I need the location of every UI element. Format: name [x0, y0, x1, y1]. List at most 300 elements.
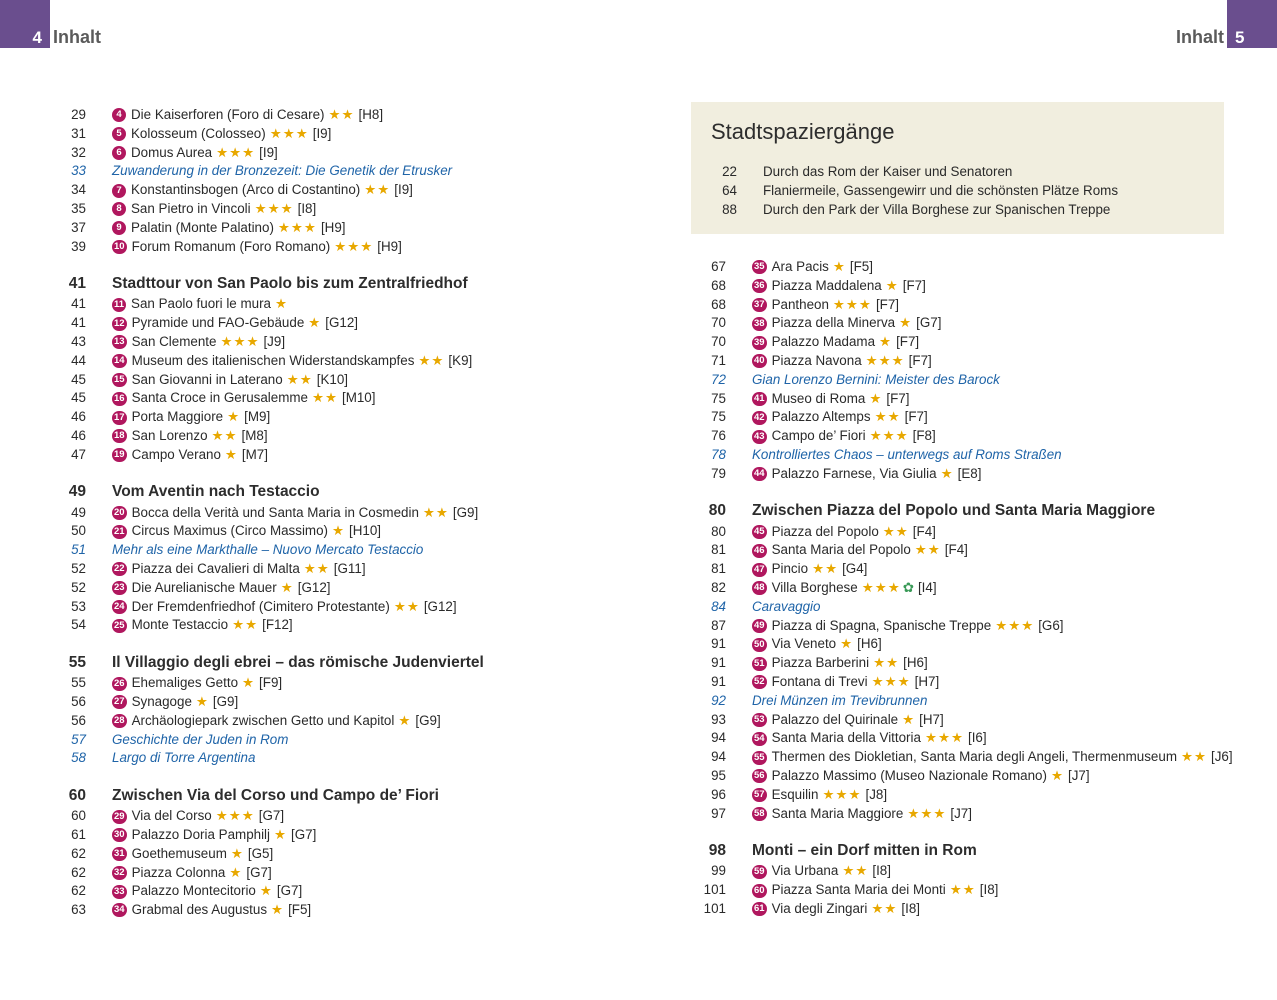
- rating-stars: ★★★: [865, 352, 905, 368]
- page-number: 22: [722, 164, 737, 180]
- rating-stars: ★★: [422, 504, 449, 520]
- page-number: 78: [711, 446, 726, 462]
- rating-stars: ★★★: [334, 238, 374, 254]
- map-grid-reference: [F7]: [896, 334, 920, 350]
- rating-stars: ★: [885, 277, 899, 293]
- entry-content: [752, 277, 926, 296]
- rating-stars: ★★: [303, 560, 330, 576]
- map-grid-reference: [K9]: [448, 352, 473, 368]
- page-number: 33: [71, 163, 86, 179]
- toc-entry[interactable]: [40, 295, 600, 314]
- entry-title: Synagoge: [131, 693, 192, 709]
- entry-content: [112, 845, 273, 864]
- entry-title: Kolosseum (Colosseo): [131, 125, 266, 141]
- entry-content: [112, 579, 331, 598]
- rating-stars: ★★: [874, 409, 901, 425]
- city-walk-item[interactable]: [691, 182, 1211, 201]
- right-toc-column: [680, 258, 1240, 919]
- entry-content: [752, 598, 820, 617]
- page-number: 50: [71, 523, 86, 539]
- left-page-number-tab: [0, 0, 50, 48]
- entry-title: Palazzo Madama: [771, 334, 876, 350]
- toc-entry[interactable]: [40, 598, 600, 617]
- entry-title: Santa Croce in Gerusalemme: [131, 390, 308, 406]
- section-heading[interactable]: [40, 273, 600, 295]
- toc-entry[interactable]: [40, 901, 600, 920]
- entry-content: [752, 314, 941, 333]
- map-grid-reference: [H10]: [349, 523, 382, 539]
- map-grid-reference: [F5]: [849, 259, 873, 274]
- toc-entry[interactable]: [40, 616, 600, 635]
- entry-title: Die Aurelianische Mauer: [131, 579, 277, 595]
- sight-number-badge: 27: [114, 696, 125, 708]
- toc-entry[interactable]: [680, 711, 1240, 730]
- rating-stars: ★★★: [871, 673, 911, 689]
- sight-number-badge: 55: [754, 751, 765, 763]
- page-number: 63: [71, 902, 86, 918]
- feature-article-entry[interactable]: [40, 541, 600, 560]
- sight-number-badge: 61: [754, 903, 765, 915]
- map-grid-reference: [H7]: [914, 673, 940, 689]
- entry-content: [752, 333, 919, 352]
- entry-content: [752, 579, 937, 598]
- feature-article-entry[interactable]: [40, 749, 600, 768]
- map-grid-reference: [G9]: [452, 504, 479, 520]
- toc-entry[interactable]: [680, 881, 1240, 900]
- entry-content: [112, 106, 383, 125]
- toc-entry[interactable]: [40, 314, 600, 333]
- sight-number-badge: 32: [114, 866, 125, 878]
- sight-number-badge: 17: [114, 411, 125, 423]
- entry-content: [112, 731, 288, 750]
- page-number: 41: [71, 296, 86, 312]
- rating-stars: ★: [332, 523, 346, 539]
- page-number: 82: [711, 579, 726, 595]
- toc-entry[interactable]: [680, 296, 1240, 315]
- entry-content: [112, 749, 255, 768]
- entry-content: [112, 275, 468, 294]
- entry-title: Kontrolliertes Chaos – unterwegs auf Roms Straßen: [752, 446, 1062, 462]
- rating-stars: ★★: [812, 561, 839, 577]
- sight-number-badge: 43: [754, 430, 765, 442]
- sight-number-badge: 59: [754, 865, 765, 877]
- toc-entry[interactable]: [40, 504, 600, 523]
- page-number: 91: [711, 655, 726, 671]
- entry-content: [752, 523, 936, 542]
- rating-stars: ★★: [364, 182, 391, 198]
- entry-content: [752, 502, 1155, 521]
- entry-title: Palatin (Monte Palatino): [131, 219, 274, 235]
- toc-entry[interactable]: [680, 786, 1240, 805]
- toc-entry[interactable]: [40, 219, 600, 238]
- toc-entry[interactable]: [680, 541, 1240, 560]
- map-grid-reference: [F7]: [875, 296, 900, 312]
- sight-number-badge: 30: [114, 829, 125, 841]
- toc-entry[interactable]: [680, 390, 1240, 409]
- toc-entry[interactable]: [40, 864, 600, 883]
- entry-content: [112, 483, 320, 502]
- map-grid-reference: [F5]: [288, 902, 312, 918]
- rating-stars: ★: [840, 636, 854, 652]
- page-number: 58: [71, 750, 86, 766]
- rating-stars: ★: [271, 902, 285, 918]
- entry-content: [112, 219, 346, 238]
- toc-entry[interactable]: [40, 845, 600, 864]
- toc-entry[interactable]: [680, 465, 1240, 484]
- sight-number-badge: 18: [114, 430, 125, 442]
- toc-entry[interactable]: [40, 144, 600, 163]
- toc-entry[interactable]: [40, 352, 600, 371]
- rating-stars: ★★★: [832, 296, 872, 312]
- rating-stars: ★★: [882, 523, 909, 539]
- toc-entry[interactable]: [680, 635, 1240, 654]
- entry-content: [112, 162, 452, 181]
- page-number: 54: [71, 617, 86, 633]
- feature-article-entry[interactable]: [40, 162, 600, 181]
- toc-entry[interactable]: [40, 882, 600, 901]
- sight-number-badge: 33: [114, 885, 125, 897]
- page-number: 31: [71, 125, 86, 141]
- sight-number-badge: 28: [114, 715, 125, 727]
- map-grid-reference: [F12]: [262, 617, 293, 633]
- toc-entry[interactable]: [680, 673, 1240, 692]
- entry-title: Campo Verano: [131, 446, 221, 462]
- map-grid-reference: [F7]: [886, 390, 910, 406]
- entry-content: [112, 541, 423, 560]
- rating-stars: ★★★: [269, 125, 309, 141]
- entry-content: [752, 729, 987, 748]
- entry-title: Pincio: [771, 561, 809, 577]
- section-heading[interactable]: [40, 482, 600, 504]
- page-number: 37: [71, 219, 86, 235]
- rating-stars: ★★★: [995, 617, 1035, 633]
- page-number: 81: [711, 542, 726, 558]
- toc-entry[interactable]: [40, 125, 600, 144]
- entry-title: San Giovanni in Laterano: [131, 371, 283, 387]
- map-grid-reference: [F9]: [259, 675, 283, 691]
- entry-title: Circus Maximus (Circo Massimo): [131, 523, 328, 539]
- page-number: 101: [703, 900, 726, 916]
- entry-content: [112, 427, 268, 446]
- city-walk-item[interactable]: [691, 163, 1211, 182]
- entry-content: [752, 692, 927, 711]
- page-number: 88: [722, 202, 737, 218]
- section-heading[interactable]: [680, 501, 1240, 523]
- sight-number-badge: 34: [114, 904, 125, 916]
- entry-title: Palazzo Massimo (Museo Nazionale Romano): [771, 767, 1047, 783]
- toc-entry[interactable]: [680, 729, 1240, 748]
- page-number: 70: [711, 315, 726, 331]
- entry-title: Grabmal des Augustus: [131, 902, 268, 918]
- entry-title: Geschichte der Juden in Rom: [112, 731, 289, 747]
- right-page-header-title: Inhalt: [1176, 27, 1224, 47]
- toc-entry[interactable]: [40, 560, 600, 579]
- map-grid-reference: [K10]: [316, 371, 348, 387]
- toc-entry[interactable]: [40, 446, 600, 465]
- sight-number-badge: 40: [754, 355, 765, 367]
- map-grid-reference: [G12]: [423, 598, 457, 614]
- sight-number-badge: 47: [754, 563, 765, 575]
- entry-content: [752, 786, 887, 805]
- entry-title: Campo de’ Fiori: [771, 428, 866, 444]
- sight-number-badge: 21: [114, 525, 125, 537]
- entry-title: Zuwanderung in der Bronzezeit: Die Genetik der Etrusker: [112, 163, 453, 179]
- entry-content: [112, 864, 272, 883]
- right-page-number-tab: [1227, 0, 1277, 48]
- page-number: 46: [71, 427, 86, 443]
- toc-entry[interactable]: [680, 258, 1240, 277]
- toc-entry[interactable]: [40, 389, 600, 408]
- toc-entry[interactable]: [40, 522, 600, 541]
- sight-number-badge: 4: [112, 108, 126, 122]
- page-number: 91: [711, 636, 726, 652]
- page-number: 41: [68, 274, 86, 292]
- entry-content: [112, 125, 331, 144]
- entry-title: Stadttour von San Paolo bis zum Zentralfriedhof: [112, 274, 468, 292]
- entry-title: Bocca della Verità und Santa Maria in Cosmedin: [131, 504, 419, 520]
- entry-content: [112, 389, 375, 408]
- toc-entry[interactable]: [40, 200, 600, 219]
- entry-title: Piazza Santa Maria dei Monti: [771, 882, 946, 898]
- entry-title: Monti – ein Dorf mitten in Rom: [752, 841, 977, 859]
- section-heading[interactable]: [40, 652, 600, 674]
- map-grid-reference: [I9]: [259, 144, 278, 160]
- map-grid-reference: [M8]: [241, 427, 268, 443]
- page-number: 39: [71, 238, 86, 254]
- entry-content: [112, 787, 439, 806]
- toc-entry[interactable]: [40, 181, 600, 200]
- entry-title: Santa Maria Maggiore: [771, 805, 904, 821]
- page-number: 101: [703, 882, 726, 898]
- entry-content: [112, 616, 293, 635]
- toc-entry[interactable]: [680, 523, 1240, 542]
- entry-content: [752, 654, 928, 673]
- page-number: 95: [711, 767, 726, 783]
- entry-content: [752, 635, 882, 654]
- entry-content: [752, 296, 899, 315]
- entry-content: [112, 314, 358, 333]
- feature-article-entry[interactable]: [680, 692, 1240, 711]
- entry-title: Konstantinsbogen (Arco di Costantino): [131, 182, 361, 198]
- section-heading[interactable]: [40, 785, 600, 807]
- toc-entry[interactable]: [680, 314, 1240, 333]
- entry-title: Ara Pacis: [771, 259, 829, 274]
- sight-number-badge: 29: [114, 810, 125, 822]
- toc-entry[interactable]: [680, 579, 1240, 598]
- entry-content: [752, 805, 972, 824]
- sight-number-badge: 9: [112, 221, 126, 235]
- map-grid-reference: [F7]: [902, 277, 926, 293]
- entry-content: [752, 748, 1233, 767]
- toc-entry[interactable]: [680, 654, 1240, 673]
- page-number: 43: [71, 333, 86, 349]
- toc-entry[interactable]: [680, 805, 1240, 824]
- page-number: 45: [71, 371, 86, 387]
- map-grid-reference: [M10]: [341, 390, 376, 406]
- entry-title: Santa Maria della Vittoria: [771, 730, 921, 746]
- page-number: 41: [71, 315, 86, 331]
- sight-number-badge: 56: [754, 770, 765, 782]
- map-grid-reference: [G7]: [246, 864, 272, 880]
- entry-title: Forum Romanum (Foro Romano): [131, 238, 331, 254]
- toc-entry[interactable]: [40, 408, 600, 427]
- entry-title: Piazza Maddalena: [771, 277, 882, 293]
- map-grid-reference: [G11]: [333, 560, 366, 576]
- map-grid-reference: [G12]: [297, 579, 331, 595]
- toc-entry[interactable]: [40, 579, 600, 598]
- green-space-icon: ✿: [902, 579, 914, 595]
- entry-content: [752, 842, 977, 861]
- sight-number-badge: 41: [754, 392, 765, 404]
- entry-title: Pantheon: [771, 296, 829, 312]
- entry-content: [752, 352, 932, 371]
- feature-article-entry[interactable]: [680, 371, 1240, 390]
- entry-title: Porta Maggiore: [131, 409, 224, 425]
- entry-title: Drei Münzen im Trevibrunnen: [752, 692, 928, 708]
- page-number: 98: [708, 841, 726, 859]
- page-number: 64: [722, 183, 737, 199]
- toc-entry[interactable]: [680, 862, 1240, 881]
- sight-number-badge: 13: [114, 336, 125, 348]
- rating-stars: ★★: [211, 427, 238, 443]
- toc-entry[interactable]: [40, 693, 600, 712]
- entry-content: [752, 258, 873, 277]
- page-number: 68: [711, 296, 726, 312]
- page-number: 79: [711, 465, 726, 481]
- entry-content: [752, 862, 891, 881]
- sight-number-badge: 48: [754, 582, 765, 594]
- page-number: 91: [711, 673, 726, 689]
- sight-number-badge: 8: [112, 202, 126, 216]
- city-walk-item[interactable]: [691, 201, 1211, 220]
- sight-number-badge: 19: [114, 449, 125, 461]
- rating-stars: ★★: [286, 371, 313, 387]
- page-number: 52: [71, 579, 86, 595]
- sight-number-badge: 46: [754, 544, 765, 556]
- toc-entry[interactable]: [40, 674, 600, 693]
- entry-title: Pyramide und FAO-Gebäude: [131, 315, 305, 331]
- rating-stars: ★★★: [254, 200, 294, 216]
- entry-content: [112, 200, 316, 219]
- page-number: 97: [711, 805, 726, 821]
- toc-entry[interactable]: [40, 807, 600, 826]
- rating-stars: ★: [899, 315, 913, 331]
- toc-entry[interactable]: [40, 371, 600, 390]
- rating-stars: ★★: [871, 900, 898, 916]
- entry-content: [752, 541, 968, 560]
- toc-entry[interactable]: [40, 427, 600, 446]
- entry-title: Piazza del Popolo: [771, 523, 879, 539]
- city-walks-title: Stadtspaziergänge: [711, 119, 895, 144]
- toc-entry[interactable]: [680, 277, 1240, 296]
- entry-title: Piazza di Spagna, Spanische Treppe: [771, 617, 992, 633]
- entry-content: [112, 807, 284, 826]
- page-number: 56: [71, 693, 86, 709]
- toc-entry[interactable]: [40, 826, 600, 845]
- left-toc-column: [40, 106, 600, 920]
- entry-title: Piazza Navona: [771, 352, 862, 368]
- entry-content: [752, 881, 998, 900]
- left-page-number: 4: [32, 28, 42, 47]
- entry-content: [112, 712, 441, 731]
- toc-entry[interactable]: [680, 617, 1240, 636]
- entry-title: Museum des italienischen Widerstandskampfes: [131, 352, 415, 368]
- page-number: 61: [71, 826, 86, 842]
- page-number: 96: [711, 786, 726, 802]
- rating-stars: ★★★: [216, 144, 256, 160]
- sight-number-badge: 20: [114, 506, 125, 518]
- map-grid-reference: [J6]: [1211, 749, 1233, 765]
- sight-number-badge: 45: [754, 525, 765, 537]
- rating-stars: ★★★: [822, 786, 862, 802]
- page-number: 93: [711, 711, 726, 727]
- feature-article-entry[interactable]: [680, 598, 1240, 617]
- toc-entry[interactable]: [680, 767, 1240, 786]
- entry-content: [112, 882, 302, 901]
- map-grid-reference: [H6]: [903, 655, 928, 671]
- entry-title: Palazzo Farnese, Via Giulia: [771, 465, 937, 481]
- map-grid-reference: [G9]: [415, 712, 441, 728]
- rating-stars: ★★: [311, 390, 338, 406]
- map-grid-reference: [G5]: [247, 845, 274, 861]
- sight-number-badge: 42: [754, 411, 765, 423]
- page-number: 60: [71, 808, 86, 824]
- feature-article-entry[interactable]: [680, 446, 1240, 465]
- entry-title: Santa Maria del Popolo: [771, 542, 911, 558]
- toc-entry[interactable]: [680, 748, 1240, 767]
- rating-stars: ★★: [1180, 749, 1207, 765]
- entry-title: Piazza dei Cavalieri di Malta: [131, 560, 300, 576]
- toc-entry[interactable]: [680, 900, 1240, 919]
- map-grid-reference: [J7]: [1067, 767, 1090, 783]
- feature-article-entry[interactable]: [40, 731, 600, 750]
- toc-entry[interactable]: [40, 333, 600, 352]
- section-heading[interactable]: [680, 840, 1240, 862]
- toc-entry[interactable]: [680, 408, 1240, 427]
- toc-entry[interactable]: [40, 106, 600, 125]
- entry-content: [112, 654, 484, 673]
- sight-number-badge: 44: [754, 468, 765, 480]
- page-number: 55: [68, 653, 86, 671]
- toc-entry[interactable]: [40, 712, 600, 731]
- rating-stars: ★: [274, 826, 288, 842]
- entry-title: Villa Borghese: [771, 579, 858, 595]
- entry-title: Der Fremdenfriedhof (Cimitero Protestante): [131, 598, 390, 614]
- map-grid-reference: [I4]: [917, 579, 937, 595]
- page-number: 62: [71, 845, 86, 861]
- map-grid-reference: [J7]: [950, 805, 972, 821]
- page-number: 94: [711, 730, 726, 746]
- map-grid-reference: [I9]: [394, 182, 413, 198]
- toc-entry[interactable]: [680, 427, 1240, 446]
- toc-entry[interactable]: [40, 238, 600, 257]
- sight-number-badge: 5: [112, 127, 126, 141]
- toc-entry[interactable]: [680, 560, 1240, 579]
- sight-number-badge: 58: [754, 807, 765, 819]
- entry-content: [112, 446, 268, 465]
- toc-entry[interactable]: [680, 352, 1240, 371]
- map-grid-reference: [G12]: [325, 315, 359, 331]
- page-number: 46: [71, 409, 86, 425]
- entry-title: Via del Corso: [131, 808, 212, 824]
- toc-entry[interactable]: [680, 333, 1240, 352]
- sight-number-badge: 60: [754, 884, 765, 896]
- entry-title: Palazzo Altemps: [771, 409, 871, 425]
- map-grid-reference: [H9]: [320, 219, 346, 235]
- page-number: 75: [711, 390, 726, 406]
- rating-stars: ★★★: [907, 805, 947, 821]
- entry-content: [752, 560, 867, 579]
